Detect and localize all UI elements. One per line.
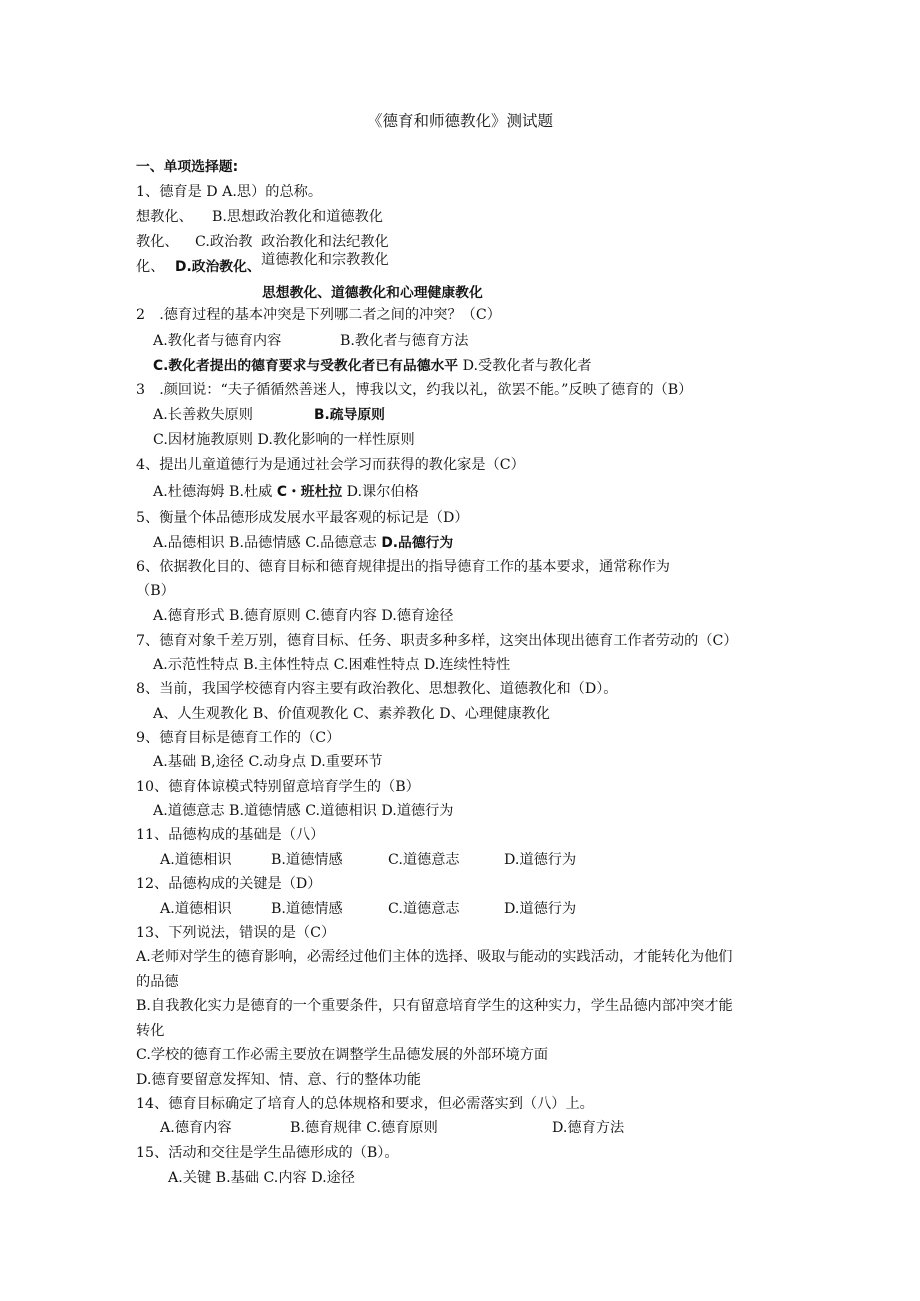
q12-options	[160, 898, 577, 920]
q15-stem: 15、活动和交往是学生品德形成的（B）。	[136, 1145, 399, 1161]
q12-option-a: A.道德相识	[160, 901, 232, 917]
q13-option-a-line1: A.老师对学生的德育影响，必需经过他们主体的选择、吸取与能动的实践活动，才能转化为他们	[136, 949, 733, 965]
q12-option-c: C.道德意志	[388, 901, 460, 917]
document-title: 《德育和师德教化》测试题	[366, 112, 553, 130]
q1-row3-left: 化、	[136, 259, 165, 275]
q8-options: A、人生观教化 B、价值观教化 C、素养教化 D、心理健康教化	[153, 706, 550, 722]
q8-stem: 8、当前，我国学校德育内容主要有政治教化、思想教化、道德教化和（D）。	[136, 681, 618, 697]
q4-options	[153, 481, 419, 503]
q3-row-cd: C.因材施教原则 D.教化影响的一样性原则	[153, 432, 415, 448]
q10-options: A.道德意志 B.道德情感 C.道德相识 D.道德行为	[153, 803, 454, 819]
q6-options: A.德育形式 B.德育原则 C.德育内容 D.德育途径	[153, 608, 454, 624]
q3-stem: 3 .颜回说：“夫子循循然善迷人，博我以文，约我以礼，欲罢不能。”反映了德育的（B）	[136, 382, 693, 398]
q6-stem: 6、依据教化目的、德育目标和德育规律提出的指导德育工作的基本要求，通常称作为	[136, 559, 670, 575]
q4-options-post: D.课尔伯格	[342, 484, 419, 500]
q4-option-c: C・班杜拉	[276, 484, 343, 500]
q11-stem: 11、品德构成的基础是（八）	[136, 827, 325, 843]
q2-option-d: D.受教化者与教化者	[462, 358, 592, 374]
q12-option-b: B.道德情感	[271, 901, 343, 917]
q9-options: A.基础 B,途径 C.动身点 D.重要环节	[153, 754, 383, 770]
q7-options: A.示范性特点 B.主体性特点 C.困难性特点 D.连续性特性	[153, 657, 511, 673]
q11-options	[160, 849, 577, 871]
q2-option-c: C.教化者提出的德育要求与受教化者已有品德水平	[153, 358, 459, 374]
q1-row2-left: 教化、	[136, 234, 179, 250]
q12-option-d: D.道德行为	[504, 901, 577, 917]
q5-option-d: D.品德行为	[381, 535, 454, 551]
q1-option-c: C.政治教	[195, 234, 253, 250]
q11-option-b: B.道德情感	[271, 852, 343, 868]
q1-row1-left: 想教化、	[136, 209, 193, 225]
q10-stem: 10、德育体谅模式特别留意培育学生的（B）	[136, 779, 420, 795]
q3-row-ab	[153, 404, 385, 426]
q13-option-b-line1: B.自我教化实力是德育的一个重要条件，只有留意培育学生的这种实力，学生品德内部冲突才能	[136, 998, 733, 1014]
q4-stem: 4、提出儿童道德行为是通过社会学习而获得的教化家是（C）	[136, 457, 525, 473]
q2-option-b: B.教化者与德育方法	[340, 333, 469, 349]
q14-option-d: D.德育方法	[552, 1120, 625, 1136]
q6-stem-2: （B）	[136, 583, 175, 599]
q11-option-c: C.道德意志	[388, 852, 460, 868]
q4-options-pre: A.杜德海姆 B.杜威	[153, 484, 277, 500]
q1-stem: 1、德育是 D A.思）的总称。	[136, 184, 323, 200]
q2-stem: 2 .德育过程的基本冲突是下列哪二者之间的冲突？（C）	[136, 307, 501, 323]
q13-option-c: C.学校的德育工作必需主要放在调整学生品德发展的外部环境方面	[136, 1047, 549, 1063]
q3-option-b: B.疏导原则	[314, 407, 385, 423]
q5-options-pre: A.品德相识 B.品德情感 C.品德意志	[153, 535, 382, 551]
q15-options: A.关键 B.基础 C.内容 D.途径	[168, 1170, 355, 1186]
q11-option-d: D.道德行为	[504, 852, 577, 868]
q13-option-b-line2: 转化	[136, 1023, 165, 1039]
q5-stem: 5、衡量个体品德形成发展水平最客观的标记是（D）	[136, 510, 469, 526]
q13-option-a-line2: 的品德	[136, 974, 179, 990]
q14-option-bc: B.德育规律 C.德育原则	[290, 1120, 438, 1136]
q14-stem: 14、德育目标确定了培育人的总体规格和要求，但必需落实到（八）上。	[136, 1096, 594, 1112]
q1-row4: 思想教化、道德教化和心理健康教化	[262, 285, 483, 301]
q1-row1	[136, 206, 383, 228]
section-heading: 一、单项选择题:	[136, 159, 239, 175]
q13-option-d: D.德育要留意发挥知、情、意、行的整体功能	[136, 1072, 421, 1088]
q3-option-a: A.长善救失原则	[153, 407, 253, 423]
q1-row2-tail: 政治教化和法纪教化	[261, 234, 389, 250]
q13-stem: 13、下列说法，错误的是（C）	[136, 925, 336, 941]
q1-row3-tail: 道德教化和宗教教化	[261, 252, 389, 268]
q11-option-a: A.道德相识	[160, 852, 232, 868]
q5-options	[153, 532, 453, 554]
q1-row2	[136, 231, 389, 253]
q1-row3	[136, 252, 389, 278]
q2-row-cd	[153, 355, 592, 377]
q2-option-a: A.教化者与德育内容	[153, 333, 282, 349]
q1-option-d: D.政治教化、	[175, 259, 261, 275]
q14-options	[160, 1117, 625, 1139]
q2-row-ab	[153, 330, 469, 352]
q12-stem: 12、品德构成的关键是（D）	[136, 876, 322, 892]
q7-stem: 7、德育对象千差万别，德育目标、任务、职责多种多样，这突出体现出德育工作者劳动的（C）	[136, 633, 738, 649]
q14-option-a: A.德育内容	[160, 1120, 232, 1136]
q1-option-b: B.思想政治教化和道德教化	[212, 209, 383, 225]
q9-stem: 9、德育目标是德育工作的（C）	[136, 730, 341, 746]
